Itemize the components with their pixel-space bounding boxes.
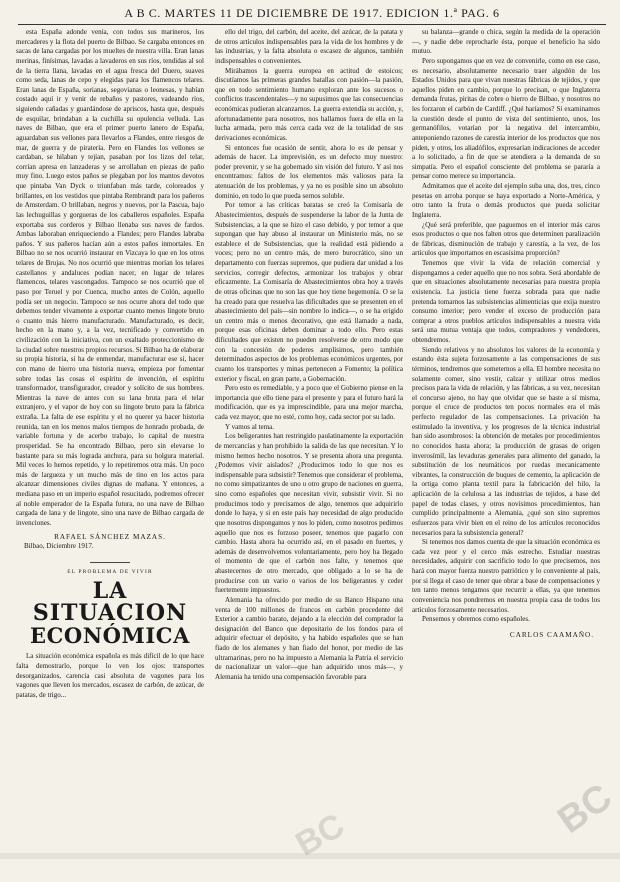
- paragraph: Admitamos que el aceite del ejemplo suba una, dos, tres, cinco pesetas en arroba porque se haya exportado a Norte-América, y otro tanto la fruta o demás productos que pueda solicitar Inglaterra.: [412, 182, 600, 219]
- column-2: [215, 28, 403, 683]
- paragraph: ello del trigo, del carbón, del aceite, del azúcar, de la patata y de otros artículos indispensables para la vida de los hombres y de las industrias, y la falta absoluta o escasez de algunos, también indispensables o convenientes.: [215, 28, 403, 65]
- page-edge-shadow: [0, 853, 620, 859]
- paragraph: Pensemos y obremos como españoles.: [422, 615, 530, 624]
- author-signature-sanchez-mazas: RAFAEL SÁNCHEZ MAZAS.: [54, 532, 166, 541]
- article-divider: [90, 562, 130, 563]
- paragraph: Pero supongamos que en vez de convenirle, como en ese caso, es necesario, absolutamente necesario traer algodón de los Estados Unidos para que vivan nuestras fábricas de tejidos, y que aquellos piden en cambio, porque lo precisan, o que Inglaterra demanda frutas, piritas de cobre o hierro de Bilbao, y nosotros no les forzaron el carbón de Cardiff. ¿Qué haríamos? Si examinamos la cuestión desde el punto de vista del sentimiento, unos, los germanófilos, votarían por la negativa del intercambio, anteponiendo razones de carestía interior de los productos que nos piden, y otros, los aliadófilos, expresarían indicaciones de acceder a lo solicitado, a fin de que se atendiera a la demanda de su simpatía. Pero el español consciente del problema se pararía a pensar como merece su importancia.: [412, 56, 600, 181]
- paragraph: Pero esto es remediable, y a poco que el Gobierno piense en la importancia que ello tiene para el presente y para el futuro hará la modificación, que es ya imprescindible, para una mejor marcha, cada vez mayor, que no esté, como hoy, cada sector por su lado.: [215, 384, 403, 421]
- paragraph: Si tenemos nos damos cuenta de que la situación económica es cada vez peor y el cerco más estrecho. Estudiar nuestras necesidades, adquirir con sacrificio todo lo que precisemos, nos hará con mayor fuerza nuestro patriótico y lo conveniente al país, por si llega el caso de tener que obrar a base de compensaciones y ten tanto menos tengamos que recurrir a ellas, ya que tenemos conveniencia nos pondremos en nuestra propia casa de todos los artículos forzosamente necesarios.: [412, 538, 600, 614]
- paragraph: ¿Qué será preferible, que paguemos en el interior más caros esos productos o que nos falten otros que determinen paralización de fábricas, disminución de trabajo y carestía, a la vez, de los artículos que importamos en escasísima proporción?: [412, 220, 600, 258]
- author-signature-caamano: CARLOS CAAMAÑO.: [509, 630, 594, 639]
- subheadline: ECONÓMICA: [30, 623, 190, 649]
- paragraph: Alemania ha ofrecido por medio de su Banco Hispano una venta de 100 millones de francos en carbón procedente del Exterior a cambio barato, dejando a la elección del comprador la designación del Banco que depositario de los fondos para el adquirir efectuar el depósito, y ha habido españoles que se han fiado de los alemanes y han fiado del honor, por medio de las ultramarinas, pero no ha impuesto a Alemania la Patria el servicio de nacionalizar un valor—que han adquirido unos más—, y Alemania ha tenido una compensación favorable para: [215, 595, 403, 681]
- page-header: A B C. MARTES 11 DE DICIEMBRE DE 1917. EDICION 1.ª PAG. 6: [124, 6, 500, 20]
- paragraph: su balanza—grande o chica, según la medida de la operación—, y nadie debe reprocharle ésta, porque el beneficio ha sido mutuo.: [412, 28, 600, 56]
- column-1: [16, 28, 204, 701]
- paragraph: Mirábamos la guerra europea en actitud de estoicos; discutíamos las primeras grandes batallas con pasión—la pasión, que en todo sentimiento humano exploran ante los sucesos o conflictos trascendentales—y no supusimos que las consecuencias económicas pudieran alcanzarnos. La guerra extendía su acción, y, afortunadamente para nosotros, nos hallamos fuera de ella en la lucha armada, pero más cerca cada vez de la totalidad de sus derivaciones económicas.: [215, 66, 403, 142]
- section-kicker: EL PROBLEMA DE VIVIR: [67, 568, 153, 575]
- dateline: Bilbao, Diciembre 1917.: [24, 542, 94, 551]
- article-body-bilbao: esta España adonde venía, con todos sus marineros, los mercaderes y la flota del puerto de Bilbao. Se cargaba entonces en sacas de lana cargadas por los mueltes de nuestra villa. Eran lanas merinas, finísimas, lavadas a lavaderos en sus ríos, tendidas al sol de la tierra llana, lavadas en el agua fresca del Duero, suaves como seda, lanas de cepo y elegidas para los flamencos telares. Eran lanas de España, sorianas, segovianas o leonesas, y habían costado aquí ir y venir de rebaños y pastores, vadeando ríos, siguiendo cañadas y guardándose de apriscos, hasta que, después de esquilar, brindaban a la cuchilla su opulencia velluda. Las naves de Bilbao, que era el primer puerto lanero de España, aguardaban sus vellones para llevarlos a Flandes, entre riesgos de mar, de guerra y de piratería. Pero en Flandes los vellones se cardaban, se hilaban y tejían, pasaban por los lizos del telar, corrían apresa en lanzaderas y se arrollaban en piezas de paño muy fino. Luego estos paños se plegaban por los mantos devotos que pintaba Van Dyck o triunfaban más tarde, coloreados y brillantes, en los vestidos que pintaba Rembrandt para los pañeros de Amsterdam. O brillaban, negros y nuevos, por la Pascua, bajo las lechuguillas y gorgueras de los caballeros españoles. España exportaba sus corderos y Bilbao llenaba sus naves de fardos. Ambas laboraban enriqueciendo a Flandes; pero Flandes labraba paños. Y sus pañeros hacían aún a estos paños inmortales. En Bilbao no se nos ocurrió instaurar en Vizcaya lo que en los otros telares de Brujas. No nos ocurrió que mientras morían los telares castellanos y andaluces podían nacer, en lugar de telares flamencos, telares vascongados. Tampoco se nos ocurrió que el paso por Teruel y por Cuenca, mucho antes de Colón, aquello podía ser un negocio. Tampoco se nos ocurre ahora del todo que debemos tender vivamente a exportar cuanto menos lingote bruto o cuanto más hierro manufacturado. Manufacturado, es decir, hecho en la mano y, a la vez, tecnificado y convertido en civilización con la iniciativa, con un exaltado proteccionismo de la ciudad sobre nuestros propios recursos. Si Bilbao ha de elaborar su propia historia, si ha de enmendar, manufacturar ese sí, hacer con mano de hierro una historia nueva, empieza por fomentar sobre todas las cosas el espíritu de invención, el espíritu transformador, transfigurador, creador y solícito de sus hombres. Mientras la nave de antes con su lana bruta para el telar extranjero, y el vapor de hoy con su lingote bruto para la fábrica extraña. La falta de ese espíritu y el no querer ya hacer historia reunida, tan en los menos malos tiempos de honrado probada, de variable fortuna y de acerbo trabajo, lo capital de nuestra prosperidad. Se ha encontrado Bilbao, pero sin elevarse lo bastante para su más lograda anchura, para su holgura material. Mil veces lo hemos repetido, y lo repetiremos otra más. Un poco más de largueza y un mucho más de tino en los actos para alcanzar dimensiones civiles dignas de mañana. Y entonces, a mediana paso en un imperio español resucitado, podremos ofrecer al noble emperador de la España futura, no una nave de Bilbao cargada de lana y de lingote, sino una nave de Bilbao cargada de invenciones.: [16, 28, 204, 527]
- article-body-start: La situación económica española es más difícil de lo que hace falta demostrarlo, porque lo ven los ojos: transportes desorganizados, carencia casi absoluta de vagones para los vagones que lleven los mercados, escasez de carbón, de azúcar, de patatas, de trigo...: [16, 652, 204, 699]
- column-3: [412, 28, 600, 640]
- paragraph: Y vamos al tema.: [225, 422, 275, 431]
- header-rule: [18, 24, 606, 25]
- paragraph: Los beligerantes han restringido paulatinamente la exportación de mercancías y han prohibido la salida de las que necesitan. Y lo mismo hemos hecho nosotros. Y se presenta ahora una pregunta. ¿Podemos vivir aislados? ¿Producimos todo lo que nos es indispensable para subsistir? Tenemos que considerar el problema, no como simpatizantes de uno u otro grupo de naciones en guerra, sino como españoles que necesitan vivir, subsistir vivir. Si no producimos todo y precisamos de algo, tenemos que adquirirlo donde lo haya, y si en este país hay necesidad de algo producido que nosotros dispongamos y nos lo piden, como nosotros pedimos aquello que nos es forzoso poseer, tenemos que pagarlo con cambio. Hasta ahora ha ocurrido así, en el pasado en fuertes, y además de desenvolvemos voluntariamente, pero hoy ha llegado el momento de que el carbón nos falte, y tenemos que abastecernos de otro mercado, que obligado a lo se ha de producirse con un vario o varios de los beligerantes y ceder fuertemente impuestos.: [215, 432, 403, 595]
- paragraph: Tenemos que vivir la vida de relación comercial y dispongamos a ceder aquello que no nos sobra. Será abordable de que en situaciones absolutamente necesarias para nuestra propia existencia. La justicia tiene fuerza sobrada para que nadie pretenda tomarnos las subsistencias alimenticias que exija nuestro consumo interior; pero vender el exceso de producción para comprar a otros pueblos artículos indispensables a nuestra vida será una mutua ventaja que todos, compradores y vendedores, obtendremos.: [412, 259, 600, 344]
- paragraph: Por temor a las críticas baratas se creó la Comisaría de Abastecimientos, después de suspenderse la labor de la Junta de Subsistencias, a la que se hizo el caso debido, y por temor a que supongan que hay abuso al instaurar un Ministerio más, no se establece el de Subsistencias, que la realidad está pidiendo a voces; pero no un centro más, de mero burocrático, sino un departamento con fuerzas supremos, que pudiera dar unidad a los servicios, corregir defectos, armonizar los trabajos y obrar eficazmente. La Comisaría de Abastecimientos obra hoy a través de otras oficinas que no son las que hoy tiene hegemonía. O se la ha creado para que resuelva las dificultades que se presenten en el abastecimiento del país—sin nombre lo indica—, o se ha erigido un centro más o menos decorativo, que está llamado a nada, porque esas oficinas deben dominar a todo ello. Pero estas dificultades que existen no pueden resolverse de otro modo que con la concesión de poderes amplísimos, pero también determinados aspectos de los problemas económicos urgentes, por cuanto los transportes y minas pertenecen a Fomento; la política exterior y fiscal, en gran parte, a Gobernación.: [215, 201, 403, 383]
- archive-watermark: BC: [550, 776, 620, 842]
- paragraph: Si entonces fue ocasión de sentir, ahora lo es de pensar y además de hacer. La imprevisión, es un defecto muy nuestro: poder prevenir, y se ha gobernado sin visión del futuro. Y así nos encontramos: faltos de los elementos más valiosos para la atenuación de los problemas, y ya no es posible sino un absoluto dominio, en todo lo que pueda sernos soluble.: [215, 143, 403, 200]
- headline: LA SITUACION: [32, 578, 188, 627]
- archive-watermark: BC: [289, 806, 351, 864]
- paragraph: Siendo relativos y no absolutos los valores de la economía y estando ésta sujeta forzosamente a las compensaciones de sus términos, tendremos que someternos a ella. El hombre necesita no solamente comer, sino vestir, calzar y utilizar otros medios precisos para la vida de relación, y las fábricas, a su vez, necesitan el concurso ajeno, no hay que olvidar que se baste a sí misma, porque el cruce de productos ten pocos normales era el más perfecto regulador de las compensaciones. La privación ha estimulado la inventiva, y los progresos de la técnica industrial han sido asombrosos: la obtención de metales por procedimientos no conocidos hasta ahora; la producción de grasas de origen inverosímil, las levaduras generales para alimento del ganado, la substitución de los neumáticos por ruedas mecanicamente vibrantes, la construcción de buques de cemento, la aplicación de la ortiga como planta textil para la fabricación del hilo, la aplicación de la celulosa a las industrias de tejidos, a base del papel de todas clases, y otros novísimos procedimientos, han cumplido principalmente a Alemania, ¿qué son sino supremos esfuerzos para vivir bien en el reino de los artículos reconocidos necesarios para la subsistencia general?: [412, 345, 600, 537]
